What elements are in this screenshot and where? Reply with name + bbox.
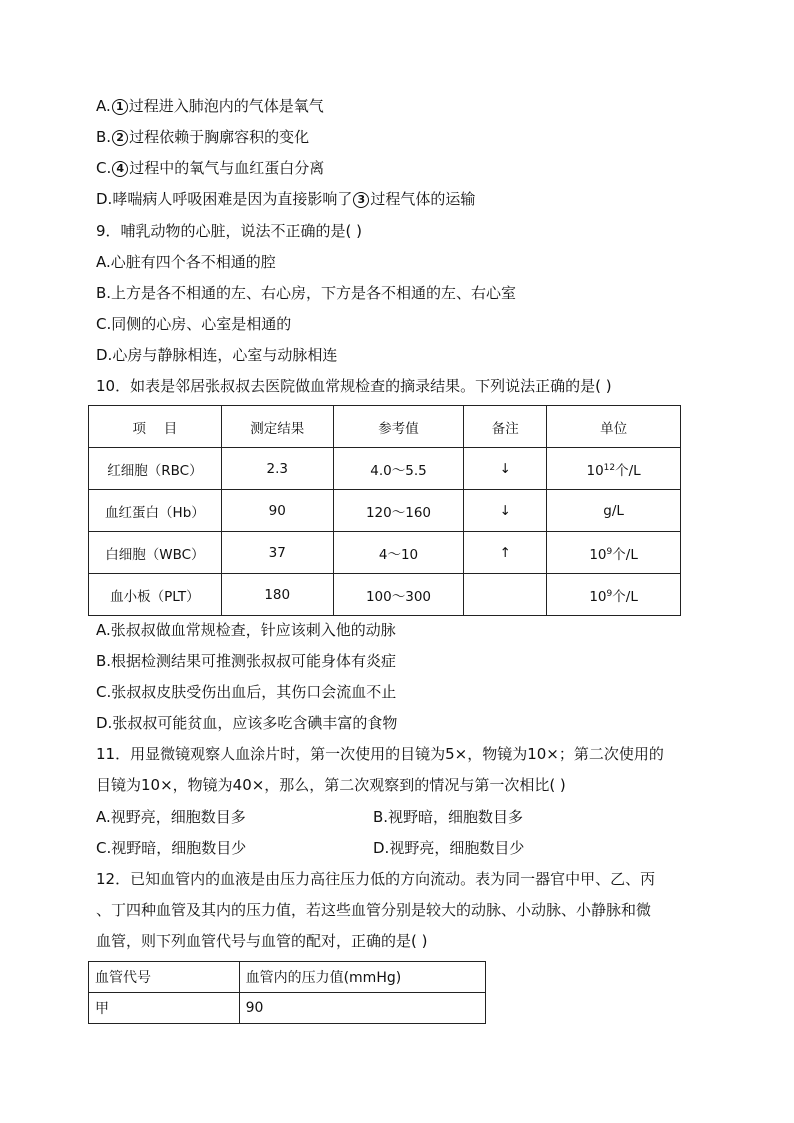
q11-option-b: B.视野暗，细胞数目多 <box>373 808 524 826</box>
circled-number-icon: 3 <box>353 192 369 208</box>
unit-tail: 个/L <box>612 546 638 563</box>
table-header-row <box>89 962 486 993</box>
unit-exponent: 9 <box>606 588 613 599</box>
cell-unit <box>547 448 681 490</box>
table-row <box>89 448 681 490</box>
option-text: 过程气体的运输 <box>370 190 476 208</box>
cell-item: 血小板（PLT） <box>89 574 222 616</box>
cell-reference: 120～160 <box>333 490 464 532</box>
cell-unit <box>547 532 681 574</box>
cell-unit <box>547 574 681 616</box>
circled-number-icon: 1 <box>112 99 128 115</box>
cell-result: 37 <box>221 532 333 574</box>
table-header-row <box>89 406 681 448</box>
q11-option-d: D.视野亮，细胞数目少 <box>373 839 525 857</box>
q9-option-b: B.上方是各不相通的左、右心房，下方是各不相通的左、右心室 <box>96 284 517 302</box>
q11-option-a: A.视野亮，细胞数目多 <box>96 808 246 826</box>
q10-option-a: A.张叔叔做血常规检查，针应该刺入他的动脉 <box>96 621 396 639</box>
q9-option-c: C.同侧的心房、心室是相通的 <box>96 315 292 333</box>
header-unit: 单位 <box>547 406 681 448</box>
q10-stem: 10．如表是邻居张叔叔去医院做血常规检查的摘录结果。下列说法正确的是( ) <box>96 377 612 395</box>
q9-option-a: A.心脏有四个各不相通的腔 <box>96 253 276 271</box>
cell-item: 血红蛋白（Hb） <box>89 490 222 532</box>
q10-option-c: C.张叔叔皮肤受伤出血后，其伤口会流血不止 <box>96 683 397 701</box>
cell-reference: 100～300 <box>333 574 464 616</box>
q12-stem-line-2: 、丁四种血管及其内的压力值，若这些血管分别是较大的动脉、小动脉、小静脉和微 <box>96 901 652 919</box>
cell-result: 2.3 <box>221 448 333 490</box>
header-pressure: 血管内的压力值(mmHg) <box>239 962 485 993</box>
circled-number-icon: 4 <box>112 161 128 177</box>
vessel-pressure-table <box>88 961 486 1024</box>
cell-pressure: 90 <box>239 993 485 1024</box>
cell-note: ↓ <box>464 490 547 532</box>
q12-stem-line-3: 血管，则下列血管代号与血管的配对，正确的是( ) <box>96 932 428 950</box>
cell-note: ↑ <box>464 532 547 574</box>
option-prefix: D.哮喘病人呼吸困难是因为直接影响了 <box>96 190 353 208</box>
unit-base: 10 <box>589 588 607 605</box>
unit-exponent: 12 <box>603 462 616 473</box>
header-result: 测定结果 <box>221 406 333 448</box>
q12-stem-line-1: 12．已知血管内的血液是由压力高往压力低的方向流动。表为同一器官中甲、乙、丙 <box>96 870 656 888</box>
q9-option-d: D.心房与静脉相连，心室与动脉相连 <box>96 346 338 364</box>
table-row <box>89 993 486 1024</box>
cell-vessel-code: 甲 <box>89 993 240 1024</box>
q8-option-c <box>96 158 324 178</box>
cell-note: ↓ <box>464 448 547 490</box>
unit-tail: 个/L <box>612 588 638 605</box>
unit-base: 10 <box>589 546 607 563</box>
header-note: 备注 <box>464 406 547 448</box>
unit-base: 10 <box>586 462 604 479</box>
header-reference: 参考值 <box>333 406 464 448</box>
cell-note <box>464 574 547 616</box>
option-prefix: A. <box>96 97 111 115</box>
q11-option-c: C.视野暗，细胞数目少 <box>96 839 247 857</box>
q10-option-d: D.张叔叔可能贫血，应该多吃含碘丰富的食物 <box>96 714 398 732</box>
q11-stem-line-1: 11．用显微镜观察人血涂片时，第一次使用的目镜为5×，物镜为10×；第二次使用的 <box>96 745 664 763</box>
cell-result: 90 <box>221 490 333 532</box>
q10-option-b: B.根据检测结果可推测张叔叔可能身体有炎症 <box>96 652 397 670</box>
table-row <box>89 574 681 616</box>
cell-item: 白细胞（WBC） <box>89 532 222 574</box>
q11-stem-line-2: 目镜为10×，物镜为40×，那么，第二次观察到的情况与第一次相比( ) <box>96 776 566 794</box>
cell-unit <box>547 490 681 532</box>
circled-number-icon: 2 <box>112 130 128 146</box>
header-item: 项 目 <box>89 406 222 448</box>
q8-option-a <box>96 96 324 116</box>
option-text: 过程中的氧气与血红蛋白分离 <box>129 159 325 177</box>
cell-result: 180 <box>221 574 333 616</box>
cell-item: 红细胞（RBC） <box>89 448 222 490</box>
unit-exponent: 9 <box>606 546 613 557</box>
unit-tail: 个/L <box>615 462 641 479</box>
blood-test-table <box>88 405 681 616</box>
q8-option-b <box>96 127 309 147</box>
option-prefix: B. <box>96 128 112 146</box>
option-prefix: C. <box>96 159 112 177</box>
option-text: 过程进入肺泡内的气体是氧气 <box>128 97 324 115</box>
unit-base: g/L <box>603 502 624 519</box>
cell-reference: 4.0～5.5 <box>333 448 464 490</box>
option-text: 过程依赖于胸廓容积的变化 <box>129 128 310 146</box>
header-vessel-code: 血管代号 <box>89 962 240 993</box>
cell-reference: 4～10 <box>333 532 464 574</box>
q9-stem: 9．哺乳动物的心脏，说法不正确的是( ) <box>96 222 363 240</box>
table-row <box>89 532 681 574</box>
q8-option-d <box>96 189 475 209</box>
table-row <box>89 490 681 532</box>
